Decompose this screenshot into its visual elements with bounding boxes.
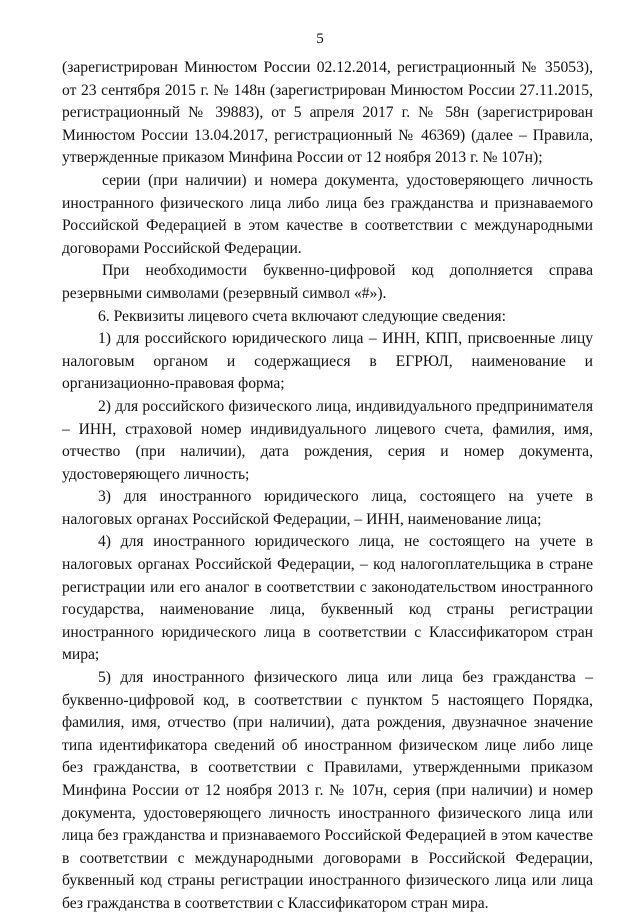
paragraph-subitem-3: 3) для иностранного юридического лица, состоящего на учете в налоговых органах Российской Федерации, – ИНН, наименование лица; <box>62 488 593 528</box>
paragraph-subitem-4: 4) для иностранного юридического лица, не состоящего на учете в налоговых органах Российской Федерации, – код налогоплательщика в стране регистрации или его аналог в соответствии с законодательством иностранного государства, наименование лица, буквенный код страны регистрации иностранного юридического лица в соответствии с Классификатором стран мира; <box>62 533 593 664</box>
paragraph-rules-reference: (зарегистрирован Минюстом России 02.12.2014, регистрационный № 35053), от 23 сентября 2015 г. № 148н (зарегистрирован Минюстом России 27.11.2015, регистрационный № 39883), от 5 апреля 2017 г. № 58н (зарегистрирован Минюстом России 13.04.2017, регистрационный № 46369) (далее – Правила, утвержденные приказом Минфина России от 12 ноября 2013 г. № 107н); <box>62 59 593 167</box>
paragraph-subitem-1: 1) для российского юридического лица – ИНН, КПП, присвоенные лицу налоговым органом и содержащиеся в ЕГРЮЛ, наименование и организационно-правовая форма; <box>62 330 593 393</box>
paragraph-document-series: серии (при наличии) и номера документа, удостоверяющего личность иностранного физического лица либо лица без гражданства и признаваемого Российской Федерацией в этом качестве в соответствии с международными договорами Российской Федерации. <box>62 171 593 257</box>
page-number: 5 <box>316 31 324 47</box>
document-body <box>62 57 593 916</box>
paragraph-reserve-symbols: При необходимости буквенно-цифровой код дополняется справа резервными символами (резервный символ «#»). <box>62 262 593 302</box>
paragraph-item-6-heading: 6. Реквизиты лицевого счета включают следующие сведения: <box>98 307 506 325</box>
paragraph-subitem-2: 2) для российского физического лица, индивидуального предпринимателя – ИНН, страховой номер индивидуального лицевого счета, фамилия, имя, отчество (при наличии), дата рождения, серия и номер документа, удостоверяющего личность; <box>62 397 593 483</box>
paragraph-subitem-5: 5) для иностранного физического лица или лица без гражданства – буквенно-цифровой код, в соответствии с пунктом 5 настоящего Порядка, фамилия, имя, отчество (при наличии), дата рождения, двузначное значение типа идентификатора сведений об иностранном физическом лице либо лице без гражданства, в соответствии с Правилами, утвержденными приказом Минфина России от 12 ноября 2013 г. № 107н, серия (при наличии) и номер документа, удостоверяющего личность иностранного физического лица или лица без гражданства и признаваемого Российской Федерацией в этом качестве в соответствии с международными договорами в Российской Федерации, буквенный код страны регистрации иностранного физического лица или лица без гражданства в соответствии с Классификатором стран мира. <box>62 669 593 912</box>
